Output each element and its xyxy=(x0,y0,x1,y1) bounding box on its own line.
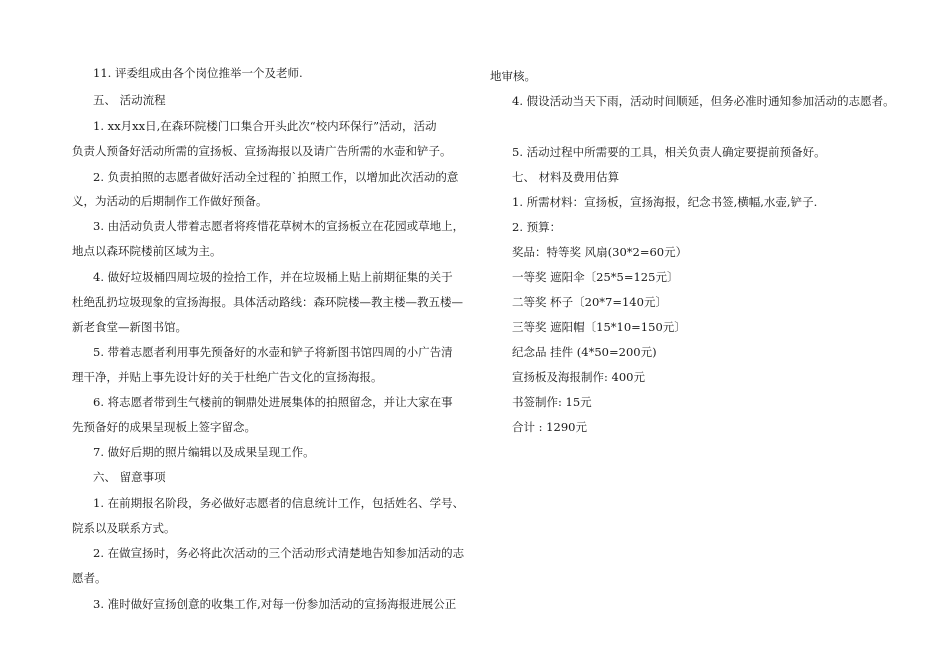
text-line: 2. 预算： xyxy=(512,220,562,234)
text-line: 2. 负责拍照的志愿者做好活动全过程的`拍照工作，以增加此次活动的意 xyxy=(93,170,459,184)
text-line: 1. 在前期报名阶段，务必做好志愿者的信息统计工作，包括姓名、学号、 xyxy=(93,496,465,510)
text-line: 愿者。 xyxy=(72,571,107,585)
budget-item: 宣扬板及海报制作: 400元 xyxy=(512,370,645,384)
budget-item: 奖品：特等奖 风扇(30*2=60元） xyxy=(512,245,688,259)
text-line: 地审核。 xyxy=(490,69,536,83)
text-line: 4. 假设活动当天下雨，活动时间顺延，但务必准时通知参加活动的志愿者。 xyxy=(512,94,895,108)
section-heading: 七、 材料及费用估算 xyxy=(512,170,620,184)
text-line: 3. 由活动负责人带着志愿者将疼惜花草树木的宣扬板立在花园或草地上， xyxy=(93,219,465,233)
text-line: 5. 带着志愿者利用事先预备好的水壶和铲子将新图书馆四周的小广告清 xyxy=(93,345,453,359)
text-line: 新老食堂—新图书馆。 xyxy=(72,320,187,334)
text-line: 理干净，并贴上事先设计好的关于杜绝广告文化的宣扬海报。 xyxy=(72,370,383,384)
text-line: 杜绝乱扔垃圾现象的宣扬海报。具体活动路线：森环院楼—教主楼—教五楼— xyxy=(72,295,463,309)
text-line: 3. 准时做好宣扬创意的收集工作,对每一份参加活动的宣扬海报进展公正 xyxy=(93,597,457,611)
budget-item: 三等奖 遮阳帽〔15*10=150元〕 xyxy=(512,320,686,334)
text-line: 地点以森环院楼前区域为主。 xyxy=(72,244,222,258)
text-line: 先预备好的成果呈现板上签字留念。 xyxy=(72,420,256,434)
section-heading: 五、 活动流程 xyxy=(93,93,166,107)
budget-item: 书签制作: 15元 xyxy=(512,395,592,409)
text-line: 5. 活动过程中所需要的工具，相关负责人确定要提前预备好。 xyxy=(512,145,826,159)
text-line: 7. 做好后期的照片编辑以及成果呈现工作。 xyxy=(93,445,315,459)
section-heading: 六、 留意事项 xyxy=(93,470,166,484)
text-line: 院系以及联系方式。 xyxy=(72,521,176,535)
text-line: 1. 所需材料：宣扬板，宣扬海报，纪念书签,横幅,水壶,铲子. xyxy=(512,195,818,209)
budget-total: 合计 : 1290元 xyxy=(512,420,587,434)
budget-item: 纪念品 挂件 (4*50=200元) xyxy=(512,345,657,359)
text-line: 负责人预备好活动所需的宣扬板、宣扬海报以及请广告所需的水壶和铲子。 xyxy=(72,144,452,158)
budget-item: 一等奖 遮阳伞〔25*5=125元〕 xyxy=(512,270,679,284)
budget-item: 二等奖 杯子〔20*7=140元〕 xyxy=(512,295,667,309)
text-line: 11. 评委组成由各个岗位推举一个及老师. xyxy=(93,66,303,80)
text-line: 1. xx月xx日,在森环院楼门口集合开头此次“校内环保行”活动，活动 xyxy=(93,119,437,133)
text-line: 6. 将志愿者带到生气楼前的铜鼎处进展集体的拍照留念，并让大家在事 xyxy=(93,395,453,409)
text-line: 4. 做好垃圾桶四周垃圾的捡拾工作，并在垃圾桶上贴上前期征集的关于 xyxy=(93,270,453,284)
text-line: 2. 在做宣扬时，务必将此次活动的三个活动形式清楚地告知参加活动的志 xyxy=(93,546,465,560)
text-line: 义，为活动的后期制作工作做好预备。 xyxy=(72,194,268,208)
